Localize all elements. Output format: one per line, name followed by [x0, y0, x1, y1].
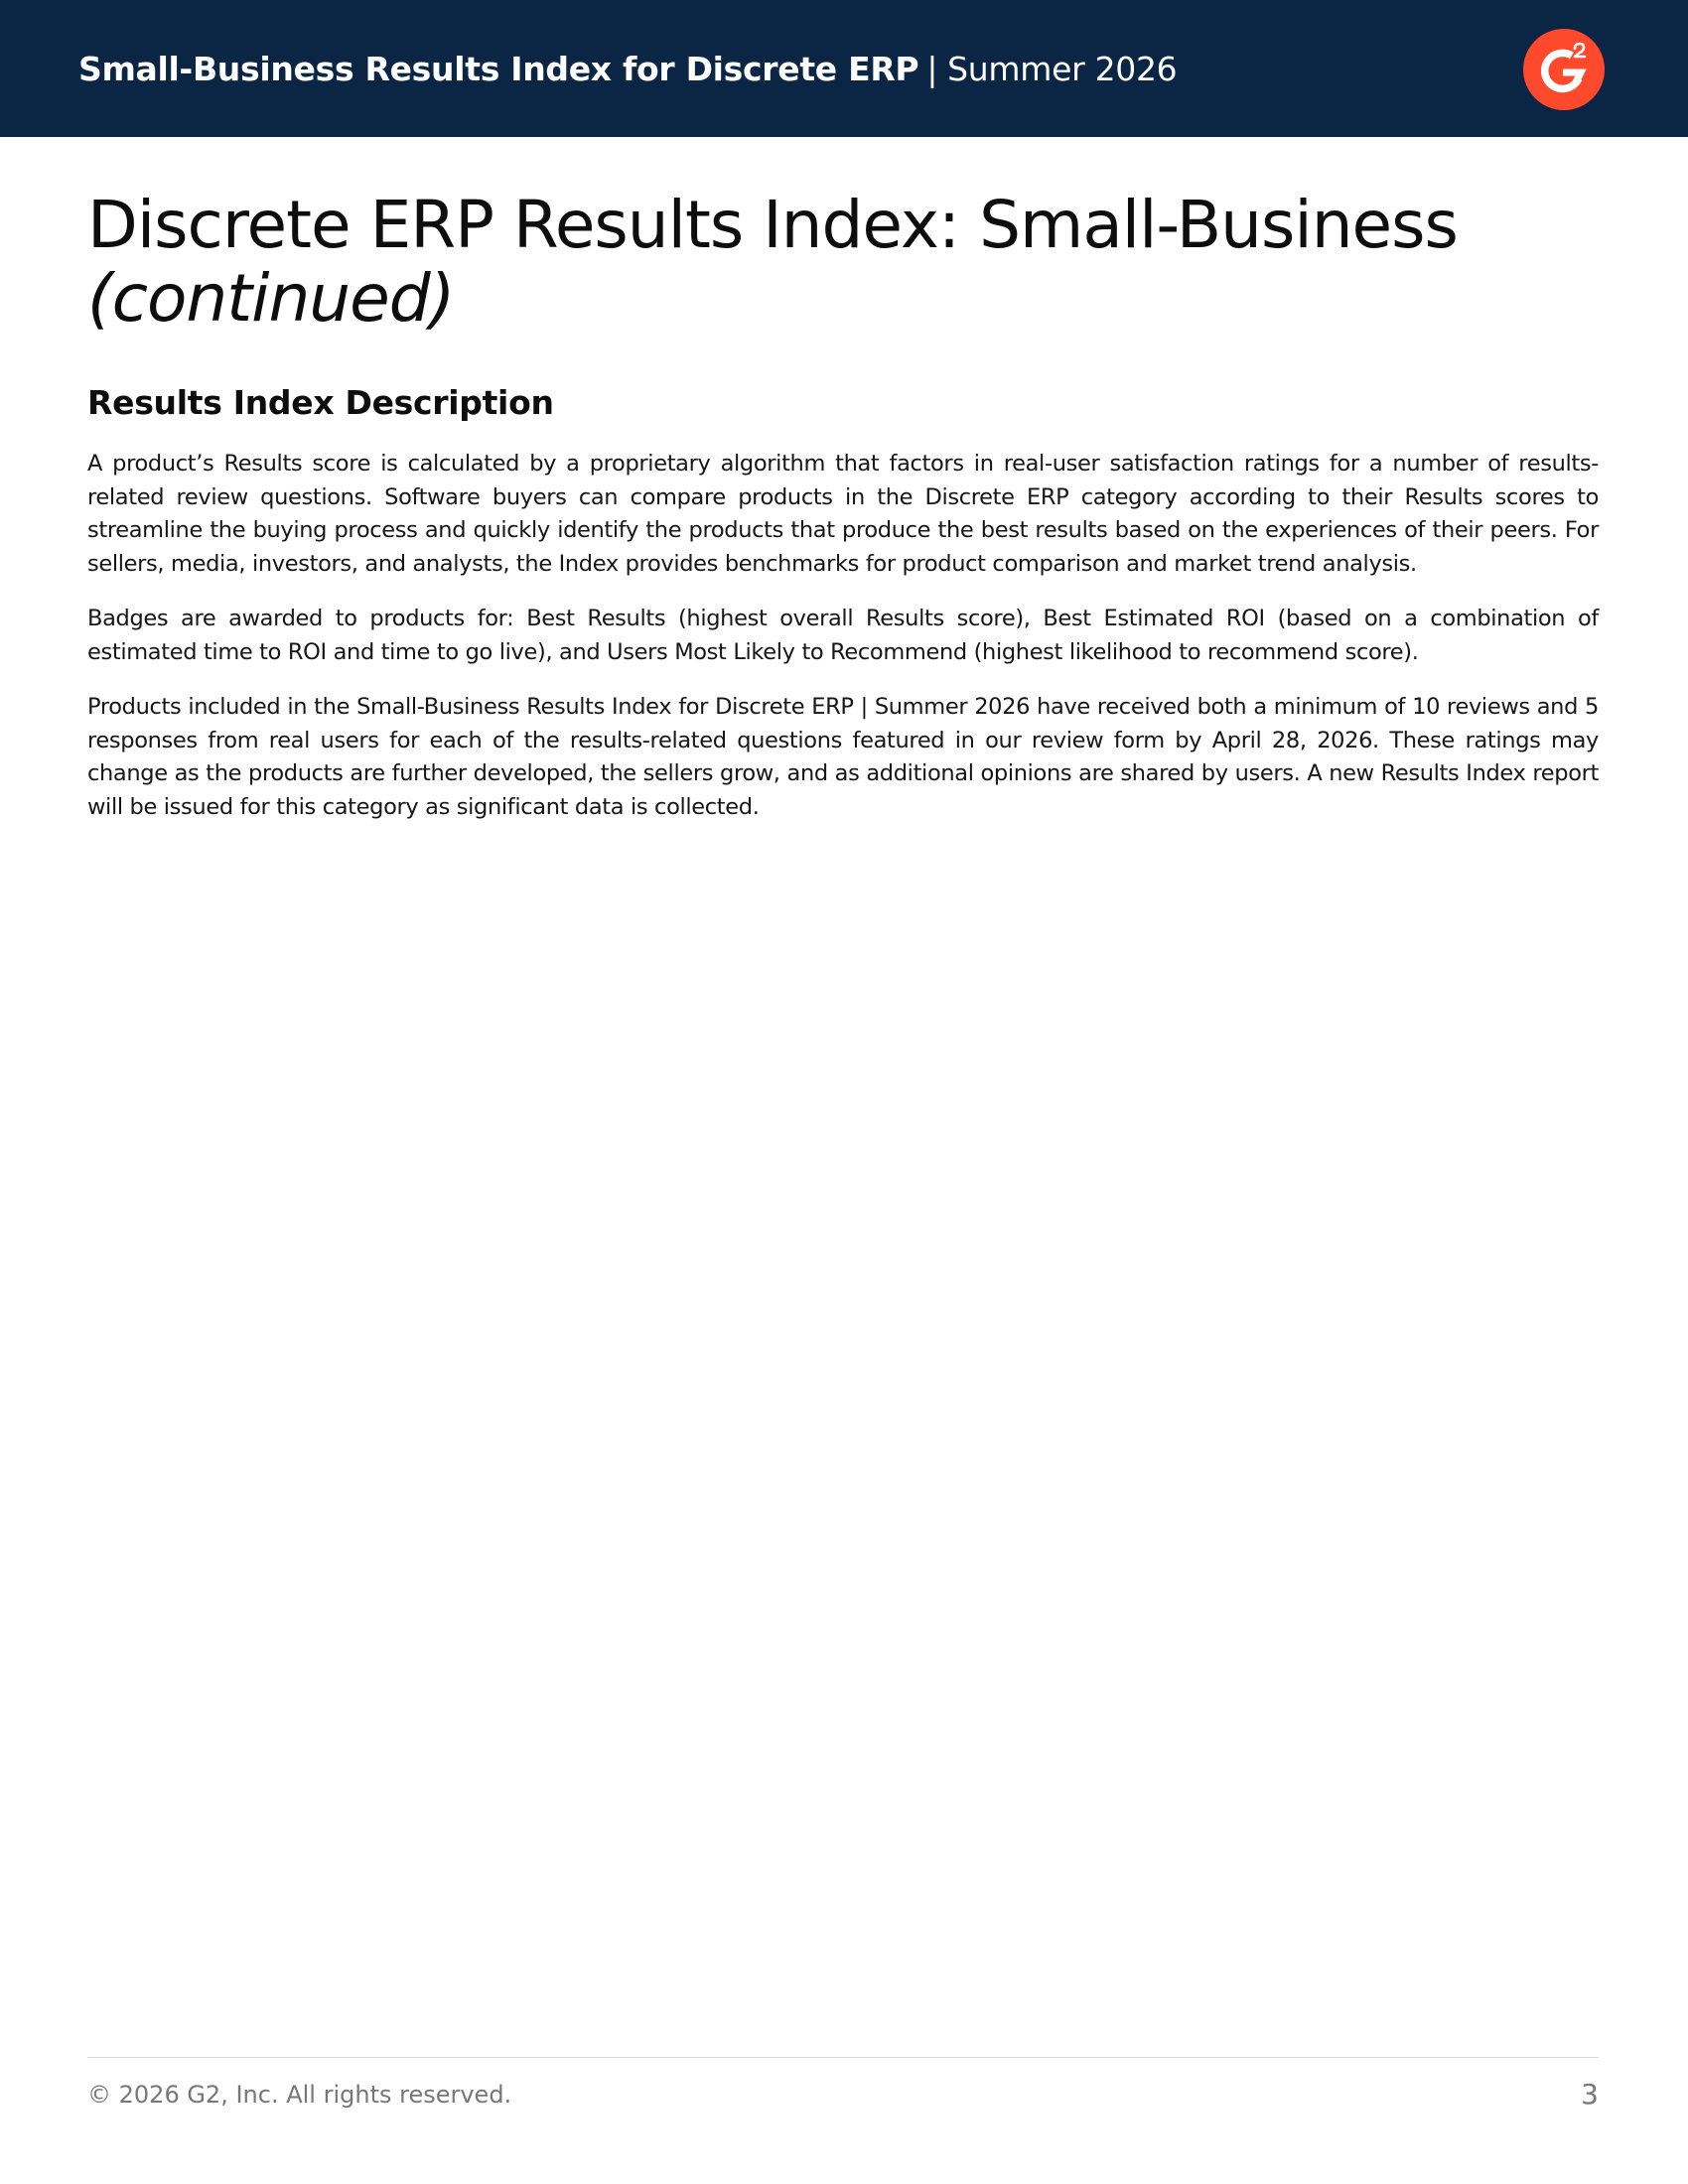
section-heading: Results Index Description: [87, 383, 554, 422]
g2-logo-icon: [1523, 29, 1605, 110]
page-number: 3: [1581, 2078, 1599, 2111]
page-title-main: Discrete ERP Results Index: Small-Business: [87, 187, 1458, 263]
description-paragraph-results-score: A product’s Results score is calculated by a proprietary algorithm that factors in real-user satisfaction ratings for a number of results-related review questions. Software buyers can compare products in the Discrete ERP category according to their Results scores to streamline the buying process and quickly identify the products that produce the best results based on the experiences of their peers. For sellers, media, investors, and analysts, the Index provides benchmarks for product comparison and market trend analysis.: [87, 451, 1599, 577]
description-paragraph-badges: Badges are awarded to products for: Best Results (highest overall Results score), Best Estimated ROI (based on a combination of estimated time to ROI and time to go live), and Users Most Likely to Recommend (highest likelihood to recommend score).: [87, 606, 1599, 665]
header-separator: |: [926, 50, 938, 88]
report-header: [0, 0, 1688, 137]
report-name: Small-Business Results Index for Discrete ERP: [78, 50, 919, 88]
footer-copyright: © 2026 G2, Inc. All rights reserved.: [87, 2081, 512, 2109]
page-title: [87, 189, 1597, 336]
report-edition: Summer 2026: [947, 50, 1178, 88]
description-paragraph-inclusion-criteria: Products included in the Small-Business Results Index for Discrete ERP | Summer 2026 have received both a minimum of 10 reviews and 5 responses from real users for each of the results-related questions featured in our review form by April 28, 2026. These ratings may change as the products are further developed, the sellers grow, and as additional opinions are shared by users. A new Results Index report will be issued for this category as significant data is collected.: [87, 694, 1599, 820]
page-title-continued: (continued): [87, 260, 455, 337]
report-header-title: [78, 45, 1177, 94]
footer-divider: [87, 2057, 1599, 2058]
